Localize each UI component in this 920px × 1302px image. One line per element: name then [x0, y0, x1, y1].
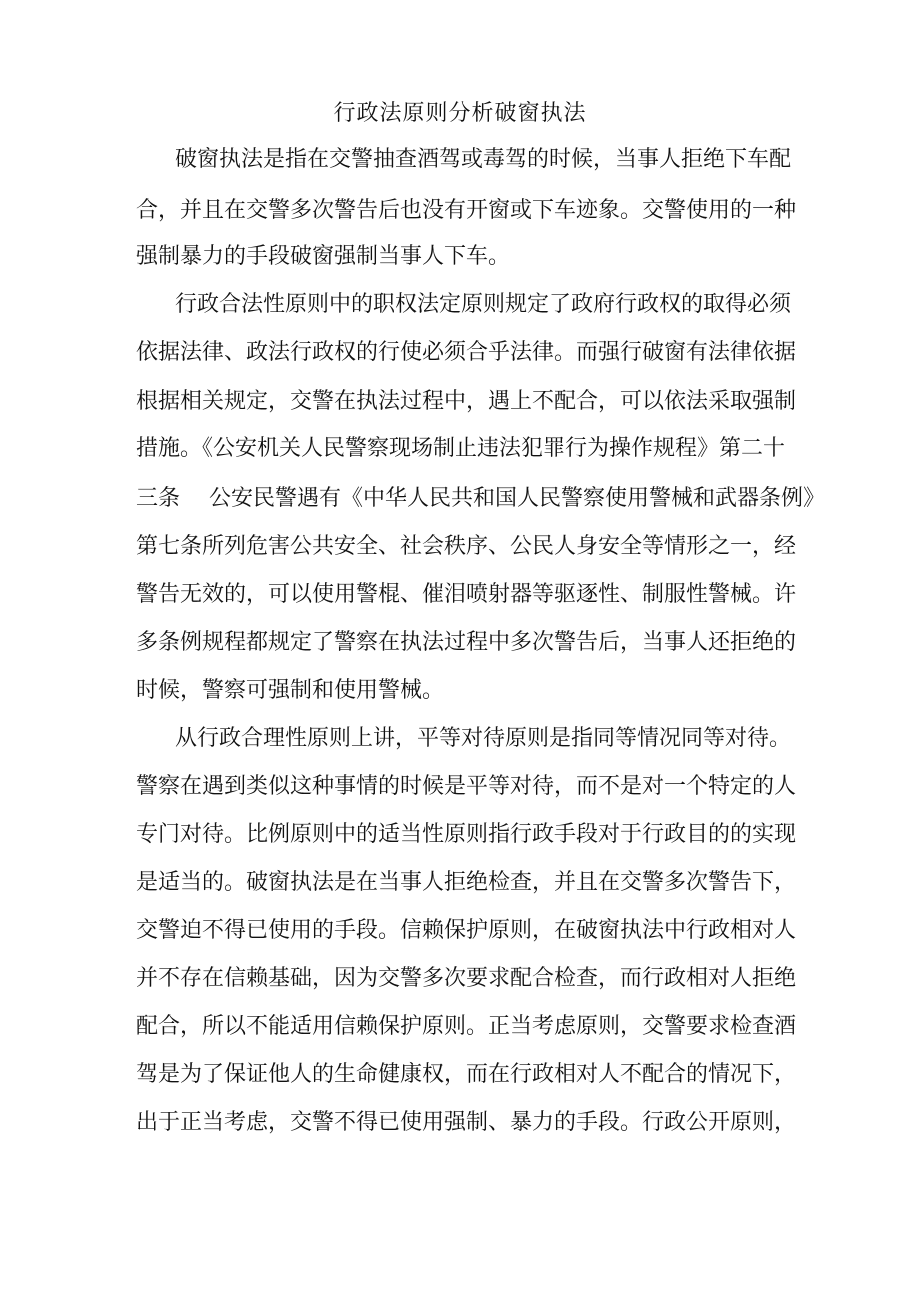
paragraph-3-line-9: 出于正当考虑，交警不得已使用强制、暴力的手段。行政公开原则， [136, 1110, 797, 1135]
paragraph-2-line-8: 多条例规程都规定了警察在执法过程中多次警告后，当事人还拒绝的 [136, 630, 797, 655]
paragraph-3-line-5: 交警迫不得已使用的手段。信赖保护原则，在破窗执法中行政相对人 [136, 918, 797, 943]
paragraph-3-line-3: 专门对待。比例原则中的适当性原则指行政手段对于行政目的的实现 [136, 822, 797, 847]
paragraph-2-line-7: 警告无效的，可以使用警棍、催泪喷射器等驱逐性、制服性警械。许 [136, 582, 797, 607]
paragraph-2-line-2: 依据法律、政法行政权的行使必须合乎法律。而强行破窗有法律依据 [136, 340, 797, 365]
paragraph-2-line-6: 第七条所列危害公共安全、社会秩序、公民人身安全等情形之一，经 [136, 534, 797, 559]
paragraph-3-line-2: 警察在遇到类似这种事情的时候是平等对待，而不是对一个特定的人 [136, 774, 797, 799]
paragraph-2-line-5: 三条 公安民警遇有《中华人民共和国人民警察使用警械和武器条例》 [136, 486, 825, 511]
paragraph-2-line-9: 时候，警察可强制和使用警械。 [136, 678, 445, 703]
paragraph-1-line-3: 强制暴力的手段破窗强制当事人下车。 [136, 244, 511, 269]
paragraph-3-line-1: 从行政合理性原则上讲，平等对待原则是指同等情况同等对待。 [175, 726, 792, 751]
paragraph-2-line-3: 根据相关规定，交警在执法过程中，遇上不配合，可以依法采取强制 [136, 389, 797, 414]
paragraph-3-line-7: 配合，所以不能适用信赖保护原则。正当考虑原则，交警要求检查酒 [136, 1014, 797, 1039]
paragraph-1-line-2: 合，并且在交警多次警告后也没有开窗或下车迹象。交警使用的一种 [136, 198, 797, 223]
paragraph-2-line-4: 措施。《公安机关人民警察现场制止违法犯罪行为操作规程》第二十 [136, 436, 786, 461]
paragraph-1-line-1: 破窗执法是指在交警抽查酒驾或毒驾的时候，当事人拒绝下车配 [175, 147, 792, 172]
paragraph-3-line-8: 驾是为了保证他人的生命健康权，而在行政相对人不配合的情况下， [136, 1062, 797, 1087]
paragraph-3-line-4: 是适当的。破窗执法是在当事人拒绝检查，并且在交警多次警告下， [136, 870, 797, 895]
document-title: 行政法原则分析破窗执法 [333, 101, 587, 126]
paragraph-2-line-1: 行政合法性原则中的职权法定原则规定了政府行政权的取得必须 [175, 292, 792, 317]
paragraph-3-line-6: 并不存在信赖基础，因为交警多次要求配合检查，而行政相对人拒绝 [136, 966, 797, 991]
